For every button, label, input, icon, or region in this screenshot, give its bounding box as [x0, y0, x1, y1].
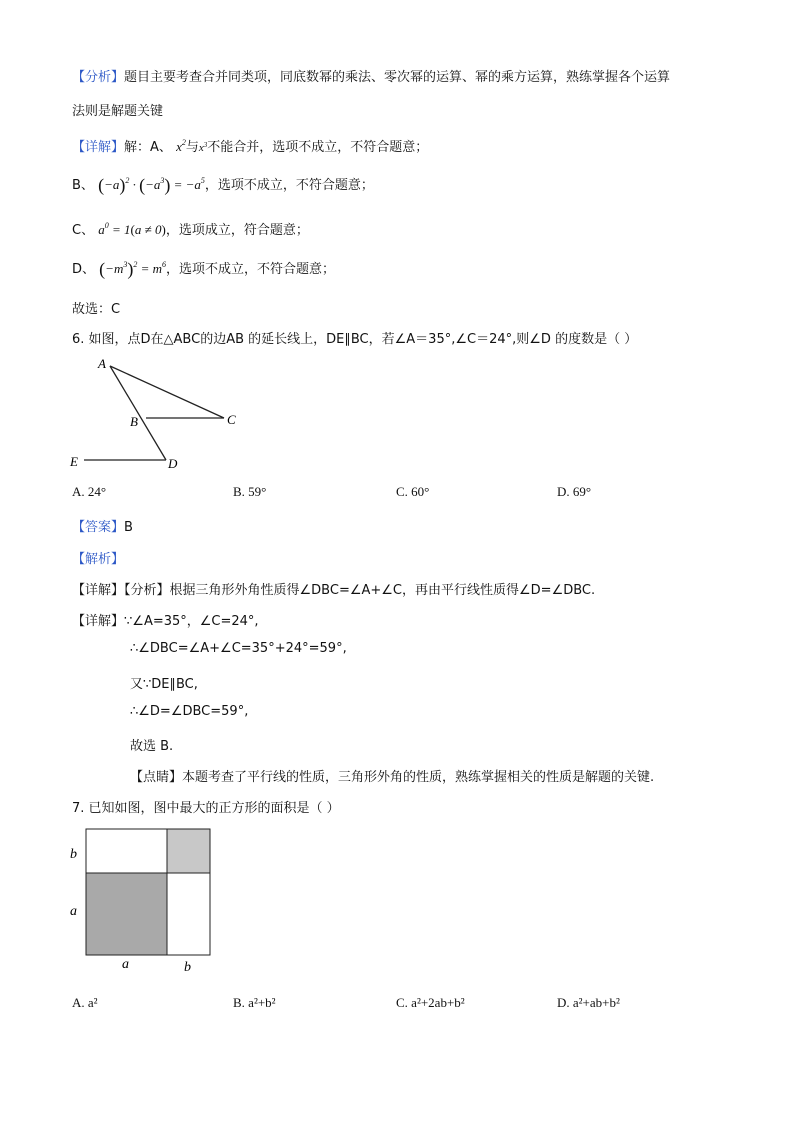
q6-option-c: C. 60°: [396, 484, 430, 499]
q6-label-e: E: [70, 454, 78, 469]
q6-label-a: A: [98, 356, 106, 371]
detail-choice: 故选：C: [72, 302, 121, 317]
q6-comment-label: 【点睛】: [130, 770, 183, 785]
q6-answer-label: 【答案】: [72, 520, 125, 535]
q6-figure: [66, 352, 256, 474]
q7-stem: 7. 已知如图，图中最大的正方形的面积是（ ）: [72, 801, 340, 816]
q6-stem: 6. 如图，点D在△ABC的边AB 的延长线上，DE∥BC，若∠A＝35°,∠C＝24°,则∠D 的度数是（ ）: [72, 332, 638, 347]
detail-line-d: [72, 258, 335, 280]
q6-detail-label: 【详解】: [72, 614, 125, 629]
analysis-text-1: 题目主要考查合并同类项，同底数幂的乘法、零次幂的运算、幂的乘方运算，熟练掌握各个运算: [124, 70, 671, 85]
q6-step-5: 故选 B.: [130, 739, 174, 754]
q6-step-2: ∴∠DBC=∠A+∠C=35°+24°=59°,: [130, 641, 347, 656]
detail-a-text: 不能合并，选项不成立，不符合题意；: [207, 140, 429, 155]
q7-label-bottom-b: b: [184, 960, 191, 975]
analysis-label: 【分析】: [72, 70, 125, 85]
q7-label-left-a: a: [70, 904, 77, 919]
formula-c: $a^0 = 1(a \ne 0)$: [98, 221, 166, 237]
q6-detail-analysis-label: 【详解】【分析】: [72, 583, 170, 598]
detail-a-mid: 与: [185, 140, 199, 155]
q7-figure: [66, 826, 216, 976]
formula-b: $(-a)^2 \cdot (-a^3) = -a^5$: [98, 175, 205, 195]
q7-option-c: C. a²+2ab+b²: [396, 995, 465, 1010]
q7-label-left-b: b: [70, 847, 77, 862]
analysis-line-1: [72, 66, 670, 85]
q6-detail-line: [72, 610, 259, 629]
detail-a-prefix: 解：A、: [124, 140, 172, 155]
q7-option-a: A. a²: [72, 995, 98, 1010]
q6-option-a: A. 24°: [72, 484, 107, 499]
q7-label-bottom-a: a: [122, 957, 129, 972]
analysis-line-2: 法则是解题关键: [72, 104, 164, 119]
formula-d: $(-m^3)^2 = m^6$: [99, 259, 166, 279]
detail-label: 【详解】: [72, 140, 125, 155]
formula-x-cubed: $x^3$: [198, 141, 208, 154]
detail-b-text: ，选项不成立，不符合题意；: [204, 178, 374, 193]
q6-solution-label: 【解析】: [72, 552, 125, 567]
q7-option-d: D. a²+ab+b²: [557, 995, 620, 1010]
q7-option-b: B. a²+b²: [233, 995, 276, 1010]
q6-detail-analysis-line: [72, 579, 595, 598]
q6-step-3: 又∵DE∥BC,: [130, 677, 198, 692]
q6-label-b: B: [130, 414, 138, 429]
detail-line-b: [72, 174, 374, 196]
detail-line-a: [72, 136, 428, 155]
q6-comment: 本题考查了平行线的性质，三角形外角的性质，熟练掌握相关的性质是解题的关键.: [182, 770, 655, 785]
detail-b-prefix: B、: [72, 178, 94, 193]
detail-c-text: ，选项成立，符合题意；: [165, 223, 309, 238]
q6-step-4: ∴∠D=∠DBC=59°,: [130, 704, 249, 719]
q6-detail-analysis: 根据三角形外角性质得∠DBC=∠A+∠C，再由平行线性质得∠D=∠DBC.: [169, 583, 596, 598]
detail-c-prefix: C、: [72, 223, 95, 238]
q6-label-d: D: [168, 456, 178, 471]
q6-comment-line: [130, 766, 654, 785]
q6-answer: B: [124, 520, 133, 535]
q6-label-c: C: [227, 412, 236, 427]
detail-d-text: ，选项不成立，不符合题意；: [166, 262, 336, 277]
q6-option-d: D. 69°: [557, 484, 592, 499]
detail-line-c: [72, 219, 309, 238]
formula-x-squared: $x^2$: [176, 138, 186, 154]
q6-answer-line: [72, 516, 133, 535]
q6-step-1: ∵∠A=35°，∠C=24°,: [124, 614, 259, 629]
detail-d-prefix: D、: [72, 262, 96, 277]
q6-option-b: B. 59°: [233, 484, 267, 499]
